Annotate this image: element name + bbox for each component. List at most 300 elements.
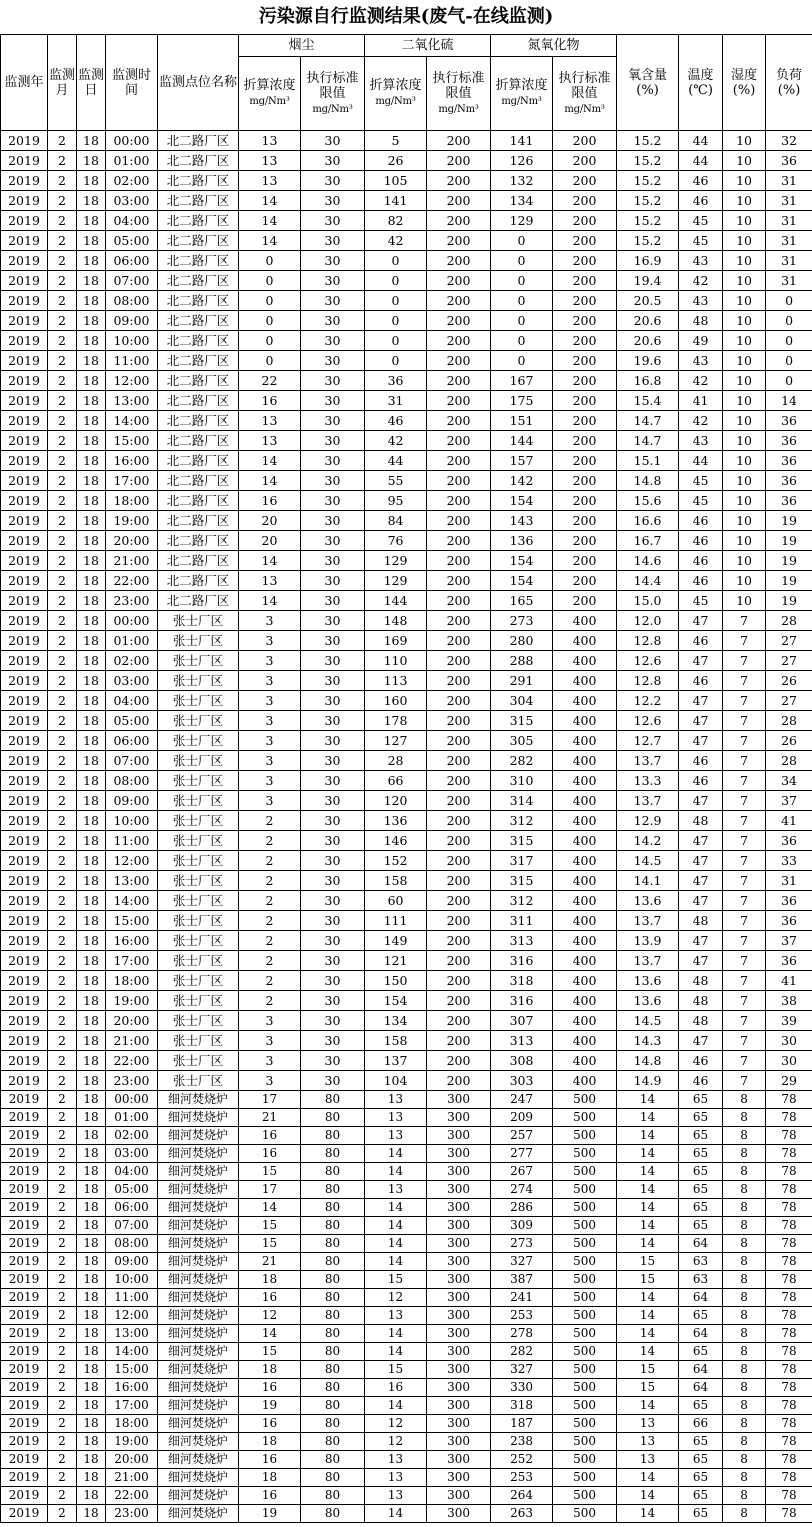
cell-time: 04:00: [106, 211, 158, 231]
cell-load: 78: [766, 1469, 812, 1487]
cell-load: 31: [766, 271, 812, 291]
table-row: [1, 371, 812, 391]
cell-year: 2019: [1, 431, 48, 451]
cell-so2-conc: 13: [365, 1469, 427, 1487]
cell-load: 78: [766, 1127, 812, 1145]
cell-month: 2: [48, 391, 77, 411]
cell-nox-conc: 282: [491, 1343, 553, 1361]
cell-nox-conc: 0: [491, 291, 553, 311]
cell-year: 2019: [1, 1109, 48, 1127]
cell-humidity: 8: [723, 1163, 766, 1181]
cell-load: 78: [766, 1235, 812, 1253]
cell-dust-limit: 30: [301, 791, 365, 811]
cell-so2-conc: 14: [365, 1199, 427, 1217]
cell-dust-limit: 30: [301, 1051, 365, 1071]
cell-nox-limit: 200: [553, 271, 617, 291]
cell-dust-limit: 30: [301, 631, 365, 651]
cell-load: 37: [766, 931, 812, 951]
cell-so2-limit: 200: [427, 451, 491, 471]
cell-load: 78: [766, 1181, 812, 1199]
cell-year: 2019: [1, 1415, 48, 1433]
cell-humidity: 7: [723, 971, 766, 991]
cell-temp: 65: [679, 1181, 723, 1199]
cell-year: 2019: [1, 351, 48, 371]
cell-time: 01:00: [106, 151, 158, 171]
cell-nox-conc: 315: [491, 871, 553, 891]
cell-nox-limit: 400: [553, 851, 617, 871]
table-row: [1, 1011, 812, 1031]
cell-year: 2019: [1, 1379, 48, 1397]
cell-humidity: 10: [723, 351, 766, 371]
cell-so2-conc: 14: [365, 1325, 427, 1343]
cell-dust-conc: 13: [239, 571, 301, 591]
cell-so2-conc: 136: [365, 811, 427, 831]
cell-time: 12:00: [106, 1307, 158, 1325]
monitoring-table: [0, 34, 812, 1523]
cell-load: 30: [766, 1031, 812, 1051]
cell-day: 18: [77, 211, 106, 231]
cell-dust-limit: 80: [301, 1451, 365, 1469]
cell-month: 2: [48, 371, 77, 391]
cell-humidity: 10: [723, 131, 766, 151]
cell-humidity: 10: [723, 191, 766, 211]
cell-time: 20:00: [106, 1011, 158, 1031]
cell-site: 北二路厂区: [158, 391, 239, 411]
cell-dust-limit: 80: [301, 1163, 365, 1181]
cell-so2-conc: 12: [365, 1415, 427, 1433]
cell-humidity: 7: [723, 1071, 766, 1091]
cell-nox-conc: 305: [491, 731, 553, 751]
cell-dust-limit: 30: [301, 731, 365, 751]
cell-humidity: 10: [723, 511, 766, 531]
cell-day: 18: [77, 1051, 106, 1071]
cell-so2-limit: 200: [427, 511, 491, 531]
cell-month: 2: [48, 211, 77, 231]
cell-day: 18: [77, 1307, 106, 1325]
cell-o2: 16.9: [617, 251, 679, 271]
cell-load: 30: [766, 1051, 812, 1071]
cell-so2-limit: 200: [427, 291, 491, 311]
cell-day: 18: [77, 791, 106, 811]
cell-site: 北二路厂区: [158, 591, 239, 611]
cell-so2-limit: 200: [427, 811, 491, 831]
table-row: [1, 1127, 812, 1145]
cell-site: 北二路厂区: [158, 171, 239, 191]
table-row: [1, 291, 812, 311]
cell-time: 17:00: [106, 1397, 158, 1415]
cell-so2-conc: 95: [365, 491, 427, 511]
cell-dust-limit: 80: [301, 1415, 365, 1433]
cell-site: 张士厂区: [158, 751, 239, 771]
table-row: [1, 151, 812, 171]
cell-so2-limit: 300: [427, 1163, 491, 1181]
cell-day: 18: [77, 351, 106, 371]
cell-load: 36: [766, 911, 812, 931]
cell-so2-conc: 14: [365, 1505, 427, 1523]
cell-month: 2: [48, 1397, 77, 1415]
cell-dust-conc: 3: [239, 691, 301, 711]
cell-month: 2: [48, 571, 77, 591]
cell-o2: 14.6: [617, 551, 679, 571]
cell-nox-limit: 500: [553, 1253, 617, 1271]
cell-load: 0: [766, 291, 812, 311]
cell-humidity: 8: [723, 1433, 766, 1451]
cell-temp: 65: [679, 1469, 723, 1487]
cell-nox-conc: 327: [491, 1361, 553, 1379]
cell-month: 2: [48, 511, 77, 531]
cell-dust-conc: 22: [239, 371, 301, 391]
cell-year: 2019: [1, 131, 48, 151]
cell-nox-conc: 313: [491, 931, 553, 951]
cell-month: 2: [48, 171, 77, 191]
cell-so2-conc: 148: [365, 611, 427, 631]
cell-time: 16:00: [106, 1379, 158, 1397]
cell-so2-limit: 200: [427, 171, 491, 191]
cell-site: 北二路厂区: [158, 131, 239, 151]
cell-year: 2019: [1, 191, 48, 211]
cell-nox-conc: 144: [491, 431, 553, 451]
cell-time: 02:00: [106, 171, 158, 191]
cell-year: 2019: [1, 1253, 48, 1271]
cell-year: 2019: [1, 451, 48, 471]
table-row: [1, 1433, 812, 1451]
cell-so2-limit: 200: [427, 971, 491, 991]
cell-nox-limit: 200: [553, 431, 617, 451]
cell-year: 2019: [1, 1163, 48, 1181]
cell-humidity: 7: [723, 711, 766, 731]
cell-year: 2019: [1, 831, 48, 851]
cell-dust-limit: 30: [301, 951, 365, 971]
cell-load: 26: [766, 731, 812, 751]
cell-year: 2019: [1, 531, 48, 551]
cell-so2-conc: 0: [365, 251, 427, 271]
cell-so2-limit: 300: [427, 1091, 491, 1109]
cell-so2-conc: 42: [365, 431, 427, 451]
table-row: [1, 1235, 812, 1253]
cell-dust-limit: 80: [301, 1181, 365, 1199]
header-month: 监测月: [48, 35, 77, 131]
cell-o2: 14: [617, 1397, 679, 1415]
cell-time: 03:00: [106, 671, 158, 691]
cell-so2-conc: 141: [365, 191, 427, 211]
cell-so2-conc: 0: [365, 291, 427, 311]
cell-month: 2: [48, 351, 77, 371]
cell-o2: 13: [617, 1415, 679, 1433]
cell-time: 07:00: [106, 751, 158, 771]
cell-so2-limit: 300: [427, 1415, 491, 1433]
cell-nox-conc: 315: [491, 711, 553, 731]
cell-humidity: 10: [723, 271, 766, 291]
cell-day: 18: [77, 1217, 106, 1235]
cell-temp: 47: [679, 831, 723, 851]
cell-month: 2: [48, 131, 77, 151]
cell-humidity: 10: [723, 311, 766, 331]
cell-nox-limit: 400: [553, 991, 617, 1011]
cell-month: 2: [48, 1505, 77, 1523]
cell-o2: 14: [617, 1199, 679, 1217]
table-row: [1, 551, 812, 571]
cell-load: 27: [766, 691, 812, 711]
cell-dust-limit: 80: [301, 1289, 365, 1307]
cell-so2-limit: 300: [427, 1217, 491, 1235]
cell-month: 2: [48, 911, 77, 931]
cell-dust-limit: 30: [301, 491, 365, 511]
cell-nox-conc: 141: [491, 131, 553, 151]
cell-nox-conc: 143: [491, 511, 553, 531]
cell-nox-limit: 200: [553, 171, 617, 191]
cell-humidity: 7: [723, 751, 766, 771]
cell-nox-conc: 187: [491, 1415, 553, 1433]
cell-year: 2019: [1, 1451, 48, 1469]
cell-humidity: 7: [723, 851, 766, 871]
cell-site: 细河焚烧炉: [158, 1217, 239, 1235]
cell-month: 2: [48, 851, 77, 871]
cell-day: 18: [77, 511, 106, 531]
cell-o2: 15.2: [617, 231, 679, 251]
cell-dust-conc: 20: [239, 511, 301, 531]
cell-load: 31: [766, 871, 812, 891]
cell-o2: 13.6: [617, 991, 679, 1011]
cell-so2-limit: 200: [427, 751, 491, 771]
cell-nox-conc: 167: [491, 371, 553, 391]
cell-day: 18: [77, 1181, 106, 1199]
cell-humidity: 7: [723, 991, 766, 1011]
table-row: [1, 691, 812, 711]
cell-site: 细河焚烧炉: [158, 1487, 239, 1505]
cell-so2-conc: 134: [365, 1011, 427, 1031]
cell-day: 18: [77, 691, 106, 711]
cell-nox-limit: 400: [553, 731, 617, 751]
cell-site: 北二路厂区: [158, 551, 239, 571]
cell-o2: 14: [617, 1469, 679, 1487]
cell-dust-conc: 14: [239, 1325, 301, 1343]
cell-so2-conc: 120: [365, 791, 427, 811]
cell-nox-limit: 200: [553, 311, 617, 331]
cell-time: 18:00: [106, 971, 158, 991]
cell-time: 20:00: [106, 1451, 158, 1469]
cell-time: 19:00: [106, 991, 158, 1011]
cell-dust-conc: 13: [239, 411, 301, 431]
cell-load: 78: [766, 1271, 812, 1289]
cell-temp: 47: [679, 951, 723, 971]
table-row: [1, 431, 812, 451]
header-nox: 氮氧化物: [491, 35, 617, 57]
cell-load: 0: [766, 311, 812, 331]
cell-so2-limit: 300: [427, 1325, 491, 1343]
cell-dust-limit: 80: [301, 1433, 365, 1451]
cell-temp: 48: [679, 811, 723, 831]
cell-day: 18: [77, 1343, 106, 1361]
cell-dust-limit: 80: [301, 1109, 365, 1127]
cell-so2-conc: 129: [365, 551, 427, 571]
cell-load: 28: [766, 611, 812, 631]
cell-temp: 44: [679, 131, 723, 151]
cell-site: 北二路厂区: [158, 571, 239, 591]
cell-humidity: 8: [723, 1307, 766, 1325]
cell-site: 北二路厂区: [158, 511, 239, 531]
cell-time: 10:00: [106, 1271, 158, 1289]
cell-load: 27: [766, 631, 812, 651]
cell-temp: 47: [679, 711, 723, 731]
cell-so2-limit: 200: [427, 371, 491, 391]
cell-o2: 14: [617, 1127, 679, 1145]
table-row: [1, 1415, 812, 1433]
cell-site: 北二路厂区: [158, 351, 239, 371]
cell-so2-conc: 14: [365, 1235, 427, 1253]
cell-so2-conc: 149: [365, 931, 427, 951]
cell-time: 09:00: [106, 791, 158, 811]
cell-nox-conc: 312: [491, 891, 553, 911]
table-row: [1, 1145, 812, 1163]
cell-time: 00:00: [106, 1091, 158, 1109]
cell-so2-conc: 14: [365, 1343, 427, 1361]
cell-dust-limit: 30: [301, 231, 365, 251]
cell-day: 18: [77, 1361, 106, 1379]
cell-year: 2019: [1, 1071, 48, 1091]
header-nox-conc: 折算浓度 mg/Nm³: [491, 57, 553, 131]
cell-day: 18: [77, 1011, 106, 1031]
cell-humidity: 8: [723, 1343, 766, 1361]
cell-dust-limit: 80: [301, 1127, 365, 1145]
cell-day: 18: [77, 731, 106, 751]
cell-load: 78: [766, 1379, 812, 1397]
cell-nox-limit: 400: [553, 631, 617, 651]
cell-o2: 20.6: [617, 331, 679, 351]
cell-nox-limit: 400: [553, 771, 617, 791]
cell-day: 18: [77, 1199, 106, 1217]
cell-dust-conc: 13: [239, 131, 301, 151]
cell-so2-conc: 158: [365, 1031, 427, 1051]
cell-month: 2: [48, 411, 77, 431]
cell-load: 36: [766, 491, 812, 511]
cell-load: 78: [766, 1433, 812, 1451]
cell-nox-conc: 318: [491, 971, 553, 991]
cell-humidity: 10: [723, 391, 766, 411]
cell-dust-conc: 16: [239, 1379, 301, 1397]
cell-dust-conc: 15: [239, 1343, 301, 1361]
cell-load: 78: [766, 1109, 812, 1127]
cell-month: 2: [48, 1343, 77, 1361]
cell-time: 23:00: [106, 591, 158, 611]
cell-so2-limit: 200: [427, 711, 491, 731]
cell-load: 36: [766, 411, 812, 431]
cell-temp: 65: [679, 1433, 723, 1451]
cell-load: 36: [766, 831, 812, 851]
cell-day: 18: [77, 1235, 106, 1253]
cell-humidity: 7: [723, 1051, 766, 1071]
cell-time: 08:00: [106, 1235, 158, 1253]
cell-so2-limit: 200: [427, 951, 491, 971]
cell-year: 2019: [1, 871, 48, 891]
cell-o2: 15.2: [617, 171, 679, 191]
cell-temp: 47: [679, 691, 723, 711]
table-row: [1, 471, 812, 491]
table-row: [1, 711, 812, 731]
cell-day: 18: [77, 531, 106, 551]
cell-so2-limit: 200: [427, 471, 491, 491]
cell-nox-limit: 500: [553, 1109, 617, 1127]
cell-nox-conc: 311: [491, 911, 553, 931]
cell-dust-conc: 18: [239, 1271, 301, 1289]
cell-nox-conc: 267: [491, 1163, 553, 1181]
table-row: [1, 811, 812, 831]
cell-humidity: 8: [723, 1181, 766, 1199]
cell-o2: 20.5: [617, 291, 679, 311]
cell-dust-conc: 14: [239, 471, 301, 491]
cell-year: 2019: [1, 1145, 48, 1163]
cell-so2-conc: 0: [365, 311, 427, 331]
cell-o2: 14.7: [617, 411, 679, 431]
cell-time: 14:00: [106, 411, 158, 431]
cell-nox-limit: 200: [553, 511, 617, 531]
cell-year: 2019: [1, 771, 48, 791]
cell-o2: 13.6: [617, 891, 679, 911]
cell-so2-limit: 200: [427, 931, 491, 951]
cell-humidity: 8: [723, 1253, 766, 1271]
cell-nox-conc: 316: [491, 951, 553, 971]
cell-year: 2019: [1, 1505, 48, 1523]
cell-dust-limit: 30: [301, 431, 365, 451]
cell-nox-conc: 0: [491, 311, 553, 331]
cell-year: 2019: [1, 691, 48, 711]
cell-temp: 46: [679, 1051, 723, 1071]
cell-dust-conc: 3: [239, 731, 301, 751]
cell-year: 2019: [1, 1307, 48, 1325]
cell-nox-conc: 280: [491, 631, 553, 651]
cell-site: 细河焚烧炉: [158, 1145, 239, 1163]
cell-so2-conc: 152: [365, 851, 427, 871]
cell-day: 18: [77, 751, 106, 771]
cell-nox-conc: 264: [491, 1487, 553, 1505]
cell-load: 31: [766, 251, 812, 271]
cell-load: 19: [766, 511, 812, 531]
cell-year: 2019: [1, 991, 48, 1011]
cell-month: 2: [48, 431, 77, 451]
cell-day: 18: [77, 1415, 106, 1433]
cell-nox-limit: 500: [553, 1469, 617, 1487]
cell-nox-limit: 400: [553, 1071, 617, 1091]
cell-humidity: 10: [723, 571, 766, 591]
cell-day: 18: [77, 931, 106, 951]
cell-nox-conc: 154: [491, 491, 553, 511]
cell-time: 04:00: [106, 691, 158, 711]
cell-year: 2019: [1, 551, 48, 571]
cell-so2-limit: 200: [427, 631, 491, 651]
cell-so2-limit: 200: [427, 131, 491, 151]
cell-dust-conc: 14: [239, 451, 301, 471]
cell-site: 细河焚烧炉: [158, 1163, 239, 1181]
cell-dust-limit: 80: [301, 1505, 365, 1523]
cell-temp: 65: [679, 1487, 723, 1505]
cell-year: 2019: [1, 1127, 48, 1145]
cell-site: 张士厂区: [158, 671, 239, 691]
cell-load: 78: [766, 1397, 812, 1415]
cell-load: 37: [766, 791, 812, 811]
cell-dust-conc: 3: [239, 751, 301, 771]
header-year: 监测年: [1, 35, 48, 131]
cell-temp: 45: [679, 231, 723, 251]
cell-time: 22:00: [106, 571, 158, 591]
table-row: [1, 191, 812, 211]
cell-load: 32: [766, 131, 812, 151]
cell-nox-conc: 129: [491, 211, 553, 231]
table-row: [1, 951, 812, 971]
cell-month: 2: [48, 671, 77, 691]
cell-month: 2: [48, 791, 77, 811]
cell-dust-conc: 14: [239, 591, 301, 611]
cell-humidity: 8: [723, 1091, 766, 1109]
cell-o2: 14: [617, 1181, 679, 1199]
